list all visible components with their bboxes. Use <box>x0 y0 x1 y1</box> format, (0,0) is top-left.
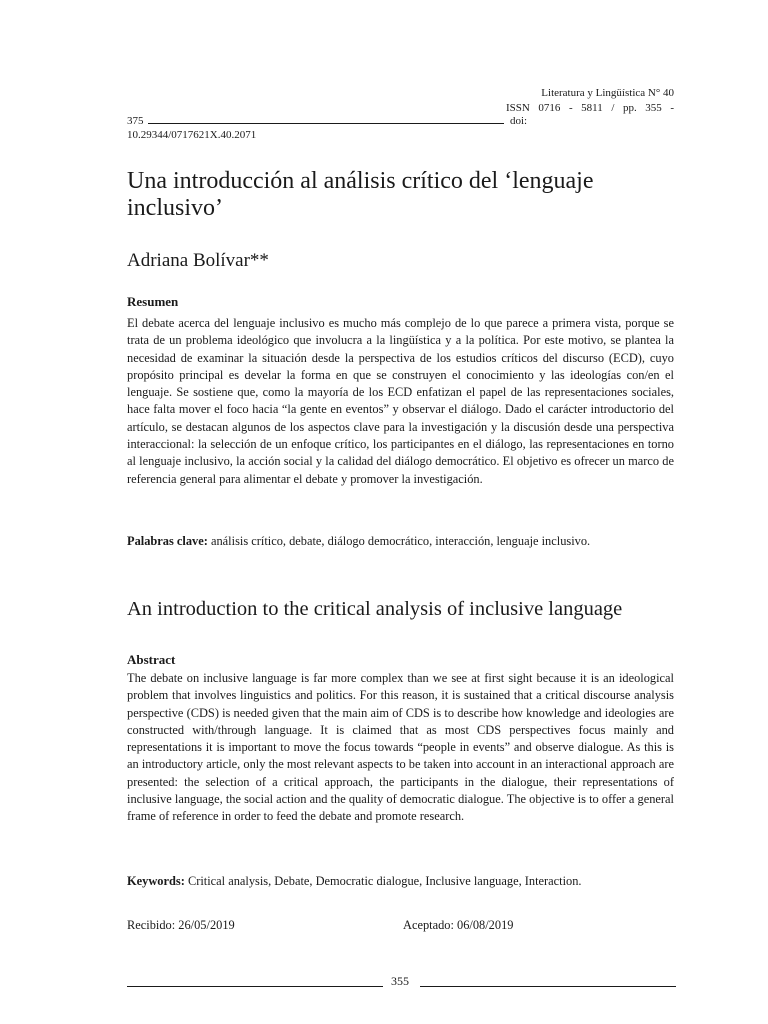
author-name: Adriana Bolívar** <box>127 250 269 271</box>
article-title: Una introducción al análisis crítico del ‘lenguaje inclusivo’ <box>127 168 594 221</box>
english-title: An introduction to the critical analysis of inclusive language <box>127 598 623 620</box>
palabras-clave-label: Palabras clave: <box>127 534 208 548</box>
received-date: Recibido: 26/05/2019 <box>127 918 235 932</box>
header-rule <box>148 123 504 124</box>
keywords-text: Critical analysis, Debate, Democratic dialogue, Inclusive language, Interaction. <box>187 874 582 888</box>
footer-rule-left <box>127 986 383 987</box>
resumen-heading: Resumen <box>127 294 179 309</box>
pages-end: 375 <box>127 115 144 127</box>
doi-link[interactable]: 10.29344/0717621X.40.2071 <box>127 129 257 141</box>
journal-name: Literatura y Lingüística N° 40 <box>541 87 674 99</box>
keywords <box>127 873 687 890</box>
footer-rule-right <box>420 986 676 987</box>
palabras-clave-text: análisis crítico, debate, diálogo democrático, interacción, lenguaje inclusivo. <box>210 534 591 548</box>
doi-label: doi: <box>510 115 528 127</box>
accepted-date: Aceptado: 06/08/2019 <box>403 918 514 932</box>
abstract-text: The debate on inclusive language is far more complex than we see at first sight because it is an ideological problem that involves linguistics and politics. For this reason, it is sustained that a critical discourse analysis perspective (CDS) is needed given that the main aim of CDS is to describe how knowledge and ideologies are constructed with/through language. It is claimed that as most CDS perspectives focus mainly and representations it is important to move the focus towards “people in events” and observe dialogue. As this is an introductory article, only the most relevant aspects to be taken into account in an interactional approach are presented: the selection of a critical approach, the participants in the dialogue, their representations of inclusive language, the social action and the quality of democratic dialogue. The objective is to offer a general frame of reference in order to feed the debate and promote research. <box>127 671 674 824</box>
palabras-clave <box>127 533 687 550</box>
resumen-text: El debate acerca del lenguaje inclusivo es mucho más complejo de lo que parece a primera vista, porque se trata de un problema ideológico que involucra a la lingüística y a la política. Por este motivo, se plantea la necesidad de examinar la situación desde la perspectiva de los estudios críticos del discurso (ECD), cuyo propósito principal es develar la forma en que se construyen el conocimiento y las ideologías con/en el lenguaje. Se sostiene que, como la mayoría de los ECD enfatizan el papel de las representaciones sociales, hace falta mover el foco hacia “la gente en eventos” y observar el diálogo. Dado el carácter introductorio del artículo, se destacan algunos de los aspectos clave para la investigación y la discusión desde una perspectiva interaccional: la selección de un enfoque crítico, los participantes en el diálogo, las representaciones en torno al lenguaje inclusivo, la acción social y la calidad del diálogo democrático. El objetivo es ofrecer un marco de referencia general para alimentar el debate y promover la investigación. <box>127 316 674 486</box>
abstract-heading: Abstract <box>127 652 176 667</box>
page-number: 355 <box>391 974 409 988</box>
issn-text: ISSN 0716 - 5811 / pp. 355 - <box>506 102 674 114</box>
keywords-label: Keywords: <box>127 874 185 888</box>
